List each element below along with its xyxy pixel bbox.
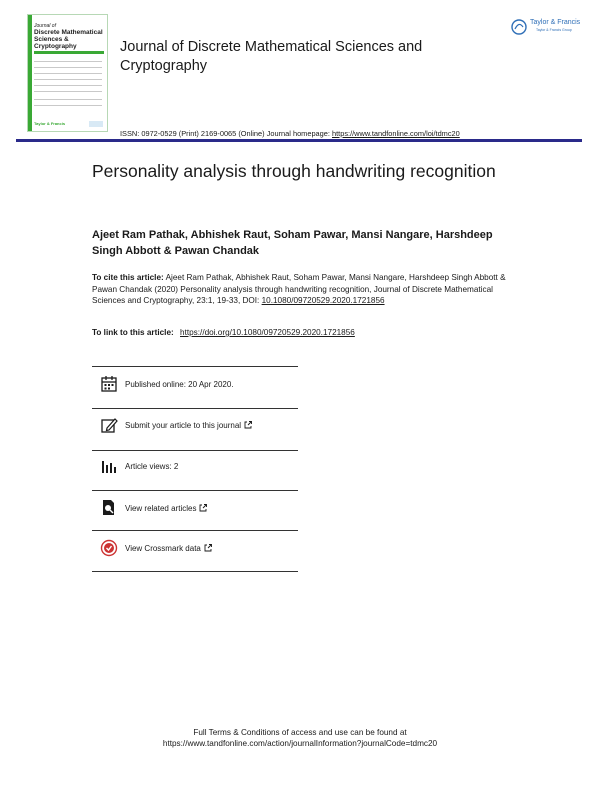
cover-line bbox=[34, 105, 102, 106]
external-link-icon bbox=[244, 421, 252, 429]
journal-cover-thumbnail bbox=[27, 14, 108, 132]
cover-line bbox=[34, 61, 102, 62]
divider bbox=[92, 408, 298, 409]
cover-line bbox=[34, 73, 102, 74]
cover-line bbox=[34, 85, 102, 86]
citation-label: To cite this article: bbox=[92, 273, 164, 282]
crossmark-link[interactable]: View Crossmark data bbox=[125, 543, 201, 553]
document-search-icon bbox=[100, 499, 118, 517]
published-online-row bbox=[100, 375, 234, 393]
divider bbox=[92, 490, 298, 491]
publisher-logo-subtext: Taylor & Francis Group bbox=[536, 28, 572, 32]
submit-article-row[interactable] bbox=[100, 416, 252, 434]
article-views-row bbox=[100, 457, 178, 475]
journal-homepage-link[interactable]: https://www.tandfonline.com/loi/tdmc20 bbox=[332, 129, 460, 138]
terms-url-link[interactable]: https://www.tandfonline.com/action/journalInformation?journalCode=tdmc20 bbox=[162, 739, 438, 748]
submit-article-link[interactable]: Submit your article to this journal bbox=[125, 420, 242, 430]
external-link-icon bbox=[199, 504, 207, 512]
article-link-label: To link to this article: bbox=[92, 328, 174, 337]
cover-band bbox=[34, 51, 104, 54]
cover-line bbox=[34, 79, 102, 80]
journal-title: Journal of Discrete Mathematical Sciences and Cryptography bbox=[120, 39, 423, 74]
crossmark-row[interactable] bbox=[100, 539, 212, 557]
issn-text: ISSN: 0972-0529 (Print) 2169-0065 (Online) Journal homepage: bbox=[120, 129, 330, 138]
external-link-icon bbox=[204, 544, 212, 552]
citation-text: Ajeet Ram Pathak, Abhishek Raut, Soham Pawar, Mansi Nangare, Harshdeep Singh Abbott & Pawan Chandak (2020) Personality analysis through handwriting recognition, Journal of Discrete Mathematical Sciences and Cryptography, 23:1, 19-33, DOI: bbox=[92, 273, 506, 305]
related-articles-row[interactable] bbox=[100, 499, 207, 517]
doi-link[interactable]: 10.1080/09720529.2020.1721856 bbox=[261, 296, 385, 305]
cover-publisher: Taylor & Francis bbox=[34, 121, 66, 126]
divider bbox=[92, 450, 298, 451]
cover-line bbox=[34, 91, 102, 92]
header-divider bbox=[16, 139, 582, 142]
article-title: Personality analysis through handwriting recognition bbox=[92, 161, 496, 181]
divider bbox=[92, 366, 298, 367]
cover-line bbox=[34, 99, 102, 100]
article-authors: Ajeet Ram Pathak, Abhishek Raut, Soham Pawar, Mansi Nangare, Harshdeep Singh Abbott & Pawan Chandak bbox=[92, 229, 493, 257]
terms-text: Full Terms & Conditions of access and use can be found at bbox=[193, 728, 407, 737]
edit-icon bbox=[100, 416, 118, 434]
related-articles-link[interactable]: View related articles bbox=[125, 503, 197, 513]
article-doi-url-link[interactable]: https://doi.org/10.1080/09720529.2020.1721856 bbox=[180, 328, 355, 337]
citation-block bbox=[92, 272, 512, 307]
article-views-text: Article views: 2 bbox=[125, 461, 179, 471]
issn-line bbox=[120, 129, 460, 138]
article-link-line bbox=[92, 328, 512, 337]
divider bbox=[92, 571, 298, 572]
cover-spine bbox=[28, 15, 32, 131]
terms-footer bbox=[0, 727, 600, 749]
cover-kicker: Journal of bbox=[34, 23, 56, 29]
publisher-logo-text: Taylor & Francis bbox=[530, 19, 581, 26]
divider bbox=[92, 530, 298, 531]
cover-line bbox=[34, 67, 102, 68]
calendar-icon bbox=[100, 375, 118, 393]
cover-badge bbox=[89, 121, 103, 127]
crossmark-icon bbox=[100, 539, 118, 557]
bar-chart-icon bbox=[100, 457, 118, 475]
cover-title: Discrete Mathematical Sciences & Cryptography bbox=[34, 29, 103, 50]
published-online-text: Published online: 20 Apr 2020. bbox=[125, 379, 234, 389]
